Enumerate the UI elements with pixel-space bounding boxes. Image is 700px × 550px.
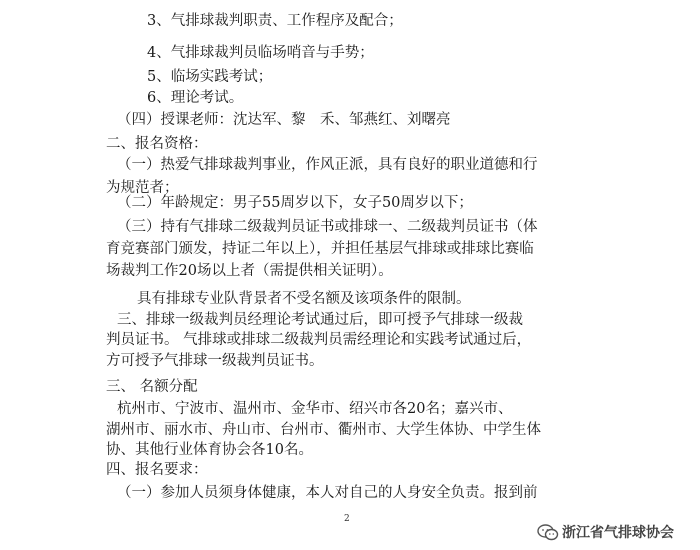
body-line: 5、临场实践考试； bbox=[147, 69, 273, 85]
body-line: 方可授予气排球一级裁判员证书。 bbox=[106, 353, 324, 369]
page-number: 2 bbox=[344, 514, 350, 524]
wechat-icon bbox=[537, 524, 559, 541]
body-line: 杭州市、宁波市、温州市、金华市、绍兴市各20名；嘉兴市、 bbox=[117, 401, 513, 417]
body-line: （四）授课老师：沈达军、黎 禾、邹燕红、刘曙亮 bbox=[117, 112, 451, 128]
section-heading: 二、报名资格： bbox=[106, 136, 208, 152]
body-line: （三）持有气排球二级裁判员证书或排球一、二级裁判员证书（体 bbox=[117, 219, 538, 235]
body-line: 4、气排球裁判员临场哨音与手势； bbox=[147, 45, 374, 61]
body-line: （一）参加人员须身体健康，本人对自己的人身安全负责。报到前 bbox=[117, 485, 538, 501]
body-line: 具有排球专业队背景者不受名额及该项条件的限制。 bbox=[137, 291, 471, 307]
body-line: 为规范者； bbox=[106, 180, 179, 196]
body-line: （二）年龄规定：男子55周岁以下，女子50周岁以下； bbox=[117, 195, 473, 211]
body-line: 三、排球一级裁判员经理论考试通过后，即可授予气排球一级裁 bbox=[117, 312, 523, 328]
body-line: 场裁判工作20场以上者（需提供相关证明）。 bbox=[106, 263, 393, 279]
body-line: 3、气排球裁判职责、工作程序及配合； bbox=[147, 13, 403, 29]
section-heading: 四、报名要求： bbox=[106, 462, 208, 478]
body-line: 判员证书。 气排球或排球二级裁判员需经理论和实践考试通过后， bbox=[106, 332, 532, 348]
section-heading: 三、 名额分配 bbox=[106, 379, 198, 395]
body-line: 6、理论考试。 bbox=[147, 90, 244, 106]
body-line: 协、其他行业体育协会各10名。 bbox=[106, 442, 313, 458]
watermark-text: 浙江省气排球协会 bbox=[562, 525, 674, 541]
account-watermark bbox=[537, 522, 674, 542]
body-line: 育竞赛部门颁发，持证二年以上），并担任基层气排球或排球比赛临 bbox=[106, 241, 534, 257]
body-line: （一）热爱气排球裁判事业，作风正派，具有良好的职业道德和行 bbox=[117, 157, 538, 173]
body-line: 湖州市、丽水市、舟山市、台州市、衢州市、大学生体协、中学生体 bbox=[106, 422, 541, 438]
